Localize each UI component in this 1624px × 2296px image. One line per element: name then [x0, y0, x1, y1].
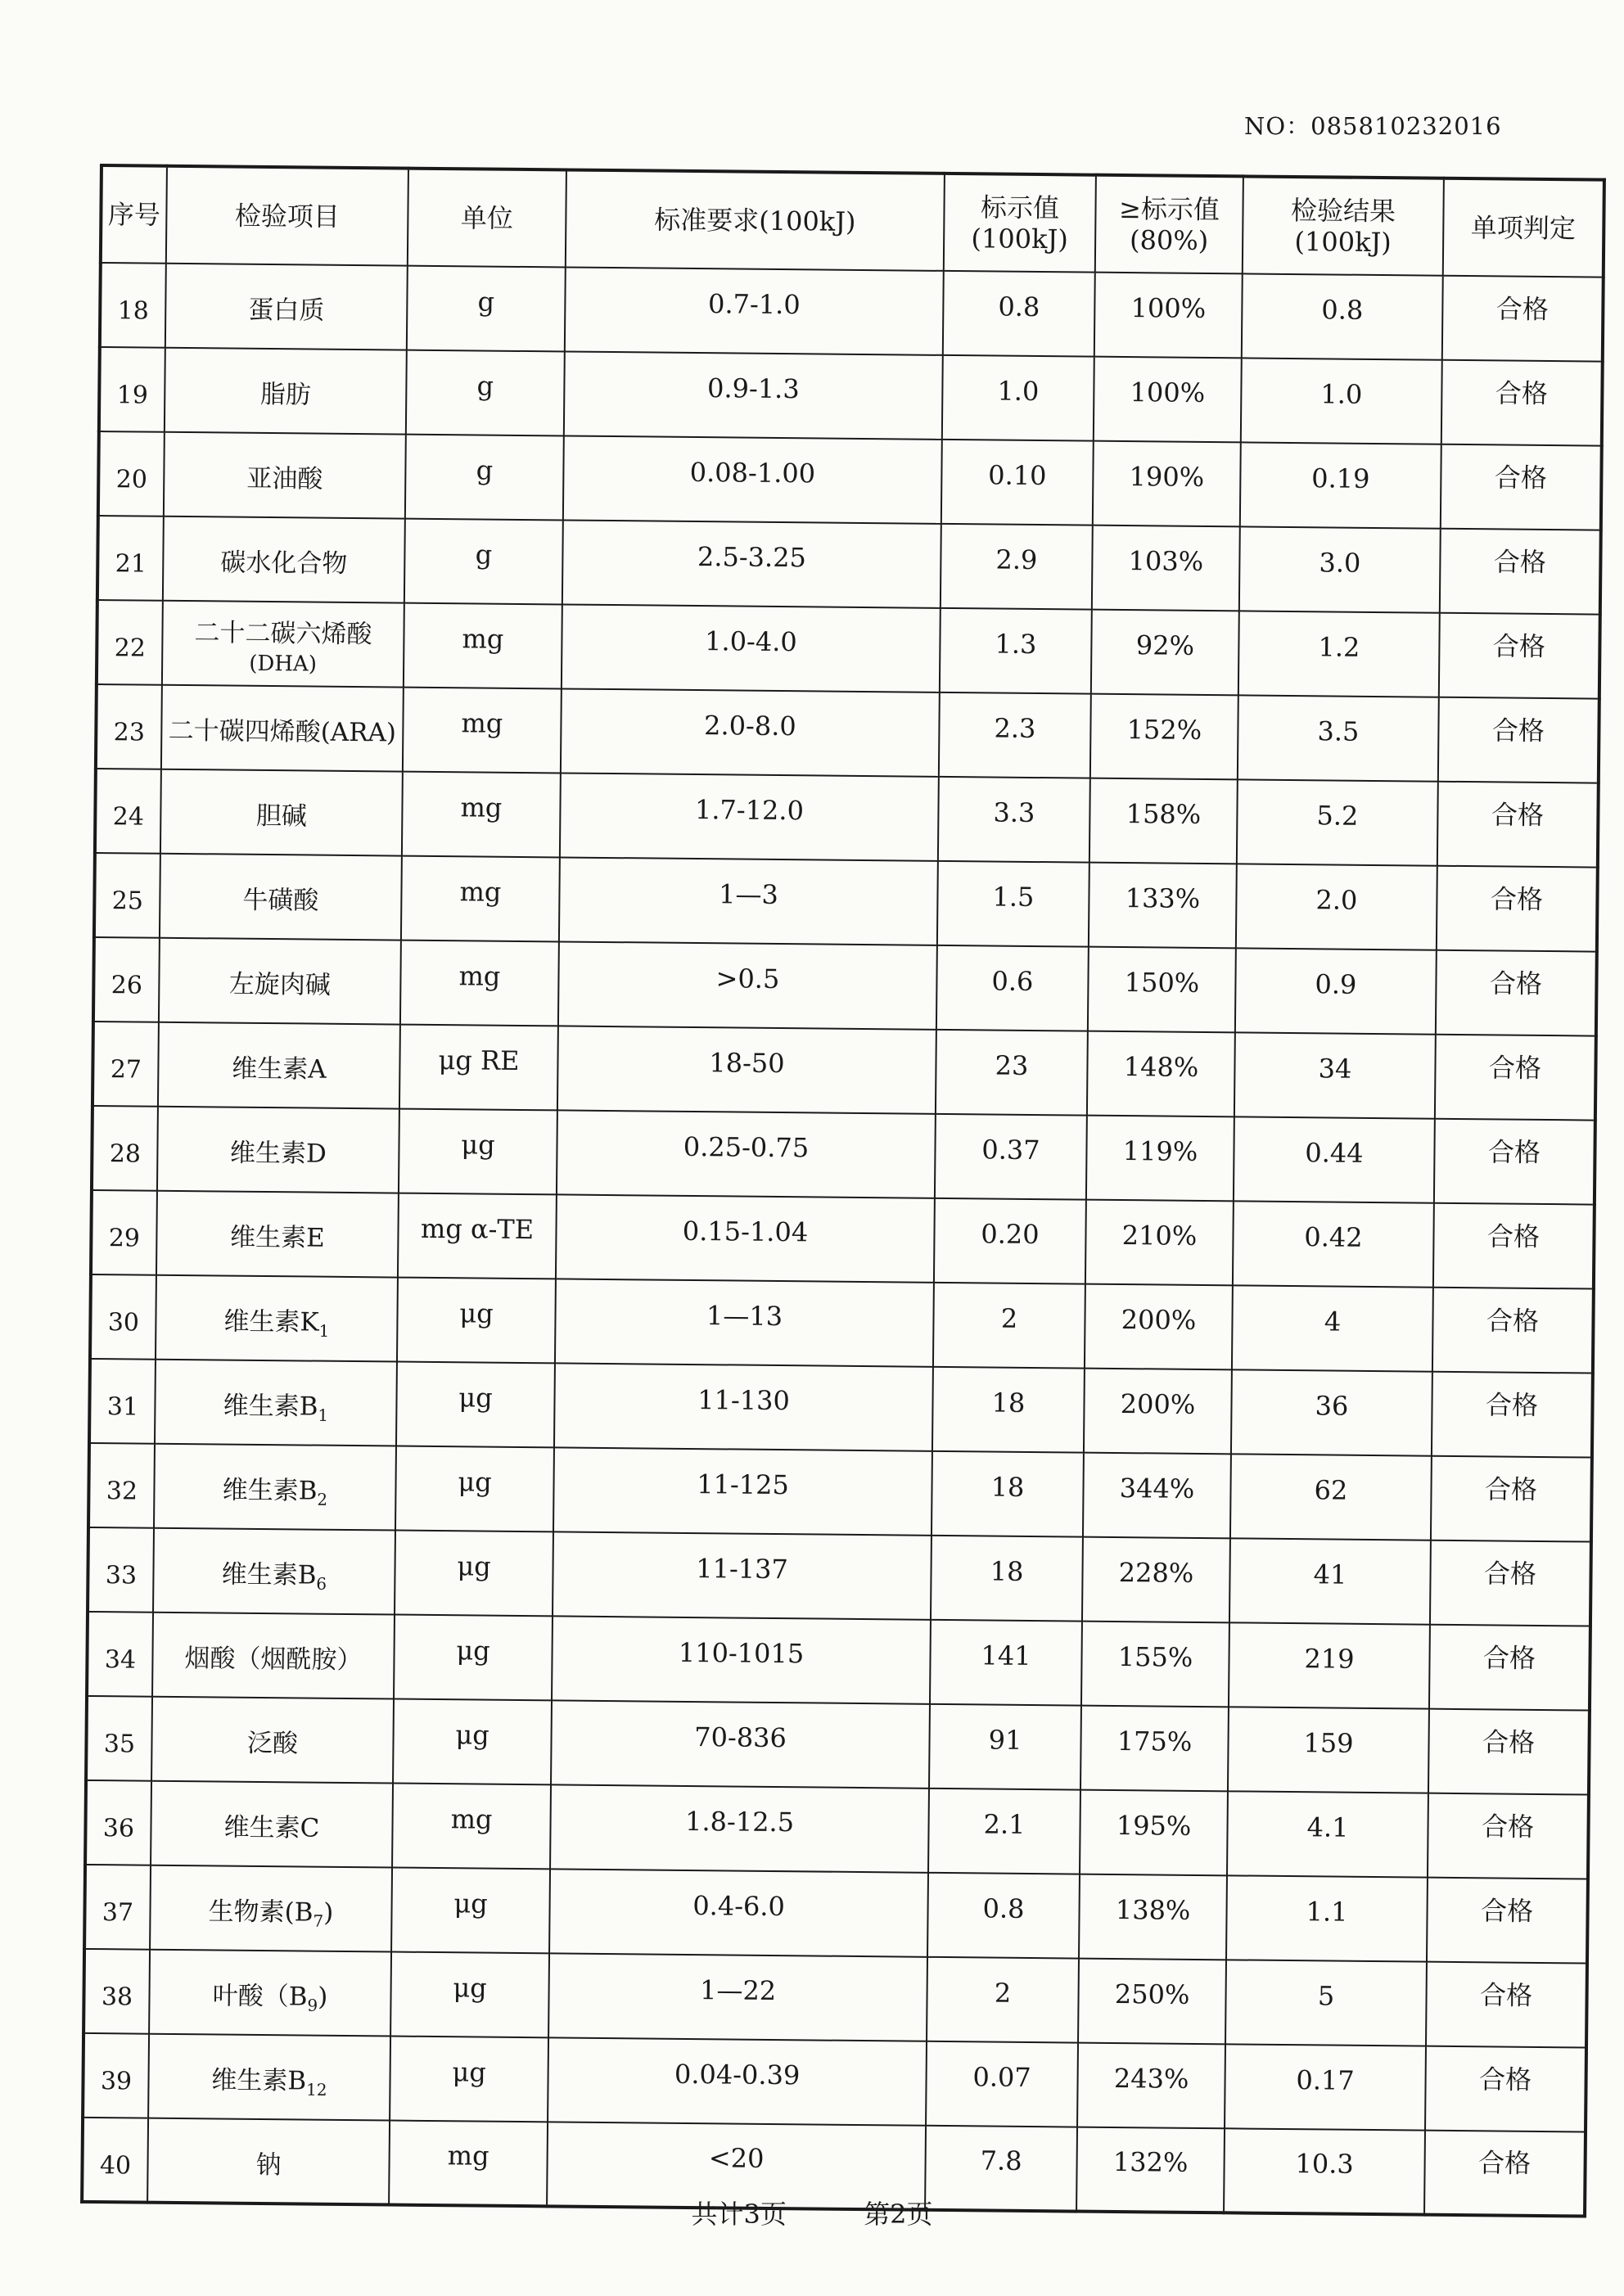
table-row — [95, 769, 1599, 868]
item-name: 维生素B — [222, 1475, 318, 1506]
cell-unit: g — [406, 350, 565, 436]
cell-labeled: 23 — [936, 1030, 1088, 1116]
cell-labeled: 18 — [931, 1536, 1083, 1622]
cell-result: 1.0 — [1241, 358, 1442, 444]
cell-verdict: 合格 — [1432, 1372, 1593, 1458]
cell-item — [161, 685, 404, 772]
cell-verdict: 合格 — [1428, 1793, 1589, 1879]
cell-item — [151, 1781, 393, 1868]
cell-labeled: 0.37 — [935, 1114, 1087, 1200]
cell-verdict: 合格 — [1436, 950, 1597, 1036]
cell-ratio: 148% — [1087, 1031, 1235, 1117]
header-verdict: 单项判定 — [1443, 178, 1604, 277]
table-row — [97, 516, 1601, 615]
table-row — [92, 1022, 1596, 1121]
item-name: 叶酸（B — [212, 1981, 308, 2012]
cell-seq: 34 — [87, 1612, 153, 1697]
cell-result: 0.19 — [1240, 442, 1441, 528]
cell-result: 3.0 — [1239, 526, 1441, 612]
cell-standard: 11-137 — [553, 1531, 932, 1619]
cell-item — [160, 854, 402, 941]
cell-unit: mg — [402, 772, 561, 858]
cell-ratio: 119% — [1086, 1116, 1234, 1202]
cell-labeled: 2.9 — [941, 524, 1093, 610]
cell-standard: 1—3 — [559, 857, 938, 945]
cell-ratio: 92% — [1091, 610, 1239, 696]
cell-verdict: 合格 — [1441, 444, 1602, 530]
cell-labeled: 1.5 — [937, 861, 1089, 947]
header-labeled — [944, 174, 1096, 273]
cell-standard: 0.4-6.0 — [549, 1869, 928, 1956]
cell-unit: μg — [390, 2037, 548, 2122]
cell-standard: 18-50 — [557, 1026, 936, 1113]
cell-standard: 2.5-3.25 — [562, 520, 941, 607]
cell-standard: 2.0-8.0 — [561, 688, 940, 776]
cell-verdict: 合格 — [1437, 866, 1598, 952]
cell-unit: mg — [389, 2121, 548, 2207]
cell-item — [165, 348, 407, 435]
cell-labeled: 0.6 — [936, 945, 1089, 1031]
cell-ratio: 344% — [1083, 1453, 1231, 1539]
cell-standard: 1.7-12.0 — [560, 773, 939, 860]
cell-labeled: 2.1 — [928, 1789, 1080, 1874]
cell-standard: 0.08-1.00 — [563, 435, 942, 523]
cell-verdict: 合格 — [1442, 276, 1604, 362]
cell-labeled: 0.10 — [941, 440, 1094, 526]
footer-total-pages: 共计3页 — [691, 2199, 787, 2230]
cell-result: 0.42 — [1233, 1201, 1434, 1287]
cell-ratio: 103% — [1092, 526, 1240, 611]
cell-ratio: 195% — [1080, 1790, 1228, 1876]
cell-result: 5 — [1225, 1960, 1427, 2046]
cell-seq: 21 — [97, 516, 164, 601]
cell-unit: μg — [396, 1362, 555, 1448]
cell-result: 3.5 — [1238, 695, 1439, 781]
inspection-table-wrapper — [80, 164, 1606, 2218]
cell-labeled: 2 — [933, 1283, 1085, 1369]
cell-ratio: 210% — [1085, 1200, 1234, 1286]
item-name: 维生素E — [229, 1222, 325, 1254]
cell-ratio: 150% — [1088, 947, 1236, 1033]
cell-item — [157, 1107, 399, 1193]
cell-seq: 38 — [83, 1949, 150, 2034]
cell-standard: 11-125 — [553, 1447, 932, 1535]
cell-unit: μg — [393, 1699, 552, 1785]
cell-standard: 70-836 — [551, 1700, 930, 1788]
item-name: 二十二碳六烯酸 — [194, 618, 372, 650]
cell-result: 62 — [1230, 1454, 1432, 1540]
header-item: 检验项目 — [166, 166, 408, 266]
item-name: 维生素B — [223, 1391, 318, 1422]
cell-verdict: 合格 — [1439, 613, 1600, 699]
item-name: 生物素(B — [208, 1897, 314, 1928]
header-unit: 单位 — [408, 169, 566, 268]
cell-labeled: 2.3 — [939, 692, 1091, 778]
cell-standard: 0.7-1.0 — [565, 267, 944, 354]
table-row — [90, 1274, 1594, 1374]
item-name: 牛磺酸 — [242, 886, 319, 916]
cell-result: 0.8 — [1242, 273, 1443, 359]
item-name: 碳水化合物 — [220, 548, 348, 580]
table-row — [85, 1780, 1589, 1879]
cell-unit: μg — [390, 1952, 549, 2038]
cell-result: 2.0 — [1236, 864, 1437, 950]
cell-labeled: 18 — [932, 1367, 1085, 1453]
item-name-line2: (DHA) — [249, 651, 318, 677]
cell-ratio: 152% — [1090, 694, 1238, 780]
table-row — [100, 263, 1604, 362]
cell-labeled: 1.0 — [942, 355, 1094, 441]
cell-seq: 29 — [91, 1190, 157, 1275]
table-row — [83, 1949, 1587, 2048]
cell-unit: g — [407, 266, 566, 352]
item-name-tail: ) — [323, 1898, 334, 1928]
cell-verdict: 合格 — [1433, 1203, 1595, 1289]
item-name: 胆碱 — [255, 801, 308, 832]
cell-item — [151, 1697, 394, 1784]
cell-verdict: 合格 — [1431, 1456, 1592, 1542]
cell-unit: μg — [397, 1278, 556, 1364]
cell-ratio: 155% — [1081, 1622, 1229, 1707]
header-ratio — [1095, 175, 1243, 274]
document-number: NO：085810232016 — [1244, 112, 1502, 140]
item-subscript: 6 — [316, 1574, 327, 1595]
item-name: 维生素A — [232, 1053, 327, 1085]
cell-unit: μg — [391, 1868, 550, 1954]
cell-verdict: 合格 — [1430, 1540, 1591, 1626]
cell-labeled: 3.3 — [938, 777, 1090, 863]
cell-result: 4 — [1232, 1285, 1433, 1371]
table-row — [91, 1190, 1595, 1289]
cell-labeled: 7.8 — [925, 2126, 1077, 2212]
item-subscript: 1 — [318, 1405, 329, 1426]
cell-verdict: 合格 — [1426, 1962, 1587, 2048]
cell-verdict: 合格 — [1435, 1035, 1596, 1121]
page-footer — [0, 2194, 1624, 2231]
cell-verdict: 合格 — [1437, 782, 1599, 868]
cell-labeled: 91 — [929, 1704, 1081, 1790]
cell-standard: 0.9-1.3 — [564, 351, 943, 439]
cell-seq: 26 — [93, 937, 160, 1022]
item-name-tail: ) — [318, 1982, 328, 2013]
cell-item — [153, 1528, 395, 1615]
cell-verdict: 合格 — [1427, 1878, 1588, 1964]
cell-standard: 0.25-0.75 — [557, 1110, 936, 1198]
cell-unit: mg — [400, 941, 559, 1026]
cell-standard: 110-1015 — [552, 1616, 931, 1703]
item-name: 维生素C — [223, 1812, 320, 1844]
cell-verdict: 合格 — [1428, 1709, 1590, 1795]
item-name: 钠 — [255, 2149, 282, 2181]
cell-seq: 37 — [84, 1865, 151, 1950]
cell-verdict: 合格 — [1440, 529, 1601, 615]
table-row — [84, 1865, 1588, 1964]
table-row — [94, 853, 1598, 952]
cell-result: 41 — [1229, 1538, 1431, 1624]
cell-ratio: 138% — [1079, 1874, 1227, 1960]
cell-unit: g — [405, 435, 564, 521]
cell-ratio: 200% — [1084, 1369, 1232, 1455]
item-subscript: 7 — [313, 1911, 324, 1932]
item-name: 二十碳四烯酸(ARA) — [168, 716, 397, 748]
table-row — [99, 347, 1603, 446]
cell-standard: 11-130 — [554, 1363, 933, 1450]
cell-item — [165, 264, 408, 350]
item-name: 亚油酸 — [246, 464, 323, 494]
cell-unit: μg — [399, 1109, 557, 1195]
cell-ratio: 100% — [1094, 357, 1242, 443]
table-row — [88, 1443, 1592, 1542]
cell-seq: 24 — [95, 769, 161, 854]
cell-result: 219 — [1229, 1622, 1430, 1708]
cell-standard: 0.04-0.39 — [548, 2037, 927, 2125]
cell-unit: mg α-TE — [398, 1193, 557, 1279]
cell-seq: 25 — [94, 853, 160, 938]
cell-standard: 1.0-4.0 — [562, 604, 941, 692]
header-result-line1: 检验结果 — [1290, 194, 1396, 227]
item-name: 维生素B — [211, 2065, 307, 2096]
cell-labeled: 0.8 — [943, 271, 1095, 357]
cell-unit: mg — [401, 856, 560, 942]
cell-result: 10.3 — [1224, 2128, 1425, 2214]
cell-verdict: 合格 — [1441, 360, 1603, 446]
cell-seq: 40 — [82, 2118, 148, 2203]
table-header-row — [101, 165, 1604, 277]
cell-item — [156, 1275, 398, 1362]
cell-result: 0.9 — [1235, 948, 1437, 1034]
cell-labeled: 0.07 — [926, 2041, 1078, 2127]
cell-ratio: 100% — [1094, 273, 1243, 359]
cell-standard: 1—13 — [555, 1279, 934, 1366]
header-labeled-line2: (100kJ) — [971, 223, 1068, 255]
cell-seq: 31 — [89, 1359, 156, 1444]
item-name: 维生素K — [223, 1306, 319, 1337]
cell-verdict: 合格 — [1438, 697, 1599, 783]
cell-item — [148, 2034, 390, 2121]
cell-item — [160, 769, 403, 856]
cell-unit: mg — [404, 603, 562, 689]
header-result — [1243, 176, 1444, 275]
cell-ratio: 132% — [1076, 2127, 1225, 2213]
cell-seq: 23 — [96, 684, 162, 769]
cell-unit: μg — [395, 1446, 554, 1532]
cell-verdict: 合格 — [1429, 1625, 1590, 1711]
cell-ratio: 250% — [1078, 1959, 1226, 2045]
cell-labeled: 1.3 — [940, 608, 1092, 694]
table-body — [82, 263, 1604, 2217]
item-subscript: 2 — [317, 1490, 328, 1510]
cell-seq: 33 — [88, 1527, 154, 1613]
cell-result: 1.2 — [1238, 611, 1440, 697]
item-name: 脂肪 — [259, 380, 311, 410]
cell-item — [163, 516, 405, 603]
table-row — [98, 431, 1602, 530]
item-name: 左旋肉碱 — [228, 969, 332, 1001]
inspection-table — [80, 164, 1606, 2218]
item-name: 烟酸（烟酰胺） — [184, 1644, 363, 1676]
cell-standard: 1—22 — [548, 1953, 927, 2041]
cell-seq: 30 — [90, 1274, 156, 1360]
cell-ratio: 133% — [1089, 863, 1237, 949]
cell-labeled: 141 — [930, 1620, 1082, 1706]
item-name: 泛酸 — [246, 1729, 299, 1759]
cell-result: 0.44 — [1234, 1116, 1435, 1202]
cell-item — [149, 1950, 391, 2037]
item-name: 维生素D — [229, 1138, 327, 1170]
cell-item — [156, 1191, 399, 1278]
cell-seq: 39 — [83, 2033, 149, 2118]
item-name: 蛋白质 — [248, 295, 325, 326]
cell-item — [162, 601, 404, 688]
cell-standard: >0.5 — [558, 941, 937, 1029]
item-subscript: 12 — [305, 2080, 327, 2100]
table-row — [86, 1696, 1590, 1795]
cell-item — [150, 1865, 392, 1952]
cell-result: 159 — [1228, 1707, 1429, 1793]
table-row — [92, 1106, 1595, 1205]
cell-ratio: 243% — [1077, 2043, 1225, 2129]
cell-seq: 18 — [100, 263, 166, 348]
cell-seq: 22 — [97, 600, 163, 685]
footer-current-page: 第2页 — [864, 2199, 933, 2230]
cell-ratio: 190% — [1093, 441, 1241, 527]
item-subscript: 1 — [318, 1321, 330, 1342]
table-row — [93, 937, 1597, 1036]
cell-seq: 27 — [92, 1022, 159, 1107]
header-seq: 序号 — [101, 165, 167, 264]
cell-item — [158, 1022, 400, 1109]
cell-verdict: 合格 — [1432, 1288, 1594, 1374]
cell-unit: mg — [403, 688, 562, 774]
cell-verdict: 合格 — [1424, 2131, 1586, 2217]
cell-item — [159, 938, 401, 1025]
cell-result: 0.17 — [1225, 2044, 1426, 2130]
cell-seq: 36 — [85, 1780, 151, 1865]
cell-result: 1.1 — [1226, 1875, 1428, 1961]
item-subscript: 9 — [307, 1996, 318, 2016]
cell-item — [154, 1444, 396, 1531]
table-row — [89, 1359, 1593, 1458]
cell-labeled: 2 — [927, 1957, 1079, 2043]
cell-unit: g — [404, 519, 563, 605]
cell-result: 34 — [1234, 1032, 1436, 1118]
table-row — [83, 2033, 1586, 2132]
cell-seq: 32 — [88, 1443, 155, 1528]
cell-seq: 35 — [86, 1696, 152, 1781]
cell-result: 4.1 — [1227, 1791, 1428, 1877]
cell-verdict: 合格 — [1434, 1119, 1595, 1205]
cell-unit: mg — [392, 1784, 551, 1870]
cell-labeled: 0.20 — [934, 1198, 1086, 1284]
table-row — [96, 684, 1599, 783]
cell-seq: 28 — [92, 1106, 158, 1191]
table-row — [97, 600, 1600, 699]
cell-unit: μg — [395, 1531, 553, 1617]
cell-standard: <20 — [547, 2122, 926, 2209]
cell-seq: 20 — [98, 431, 165, 516]
cell-item — [152, 1613, 395, 1699]
table-row — [88, 1527, 1591, 1626]
cell-unit: μg — [394, 1615, 553, 1701]
cell-unit: μg RE — [399, 1025, 558, 1111]
cell-labeled: 18 — [932, 1451, 1084, 1537]
cell-seq: 19 — [99, 347, 165, 432]
cell-ratio: 158% — [1089, 778, 1238, 864]
header-labeled-line1: 标示值 — [980, 191, 1060, 223]
cell-ratio: 175% — [1080, 1706, 1229, 1792]
cell-labeled: 0.8 — [927, 1873, 1080, 1959]
header-ratio-line1: ≥标示值 — [1118, 192, 1220, 225]
cell-item — [147, 2118, 390, 2205]
item-name: 维生素B — [221, 1559, 317, 1590]
cell-item — [164, 432, 406, 519]
cell-result: 5.2 — [1237, 779, 1438, 865]
cell-verdict: 合格 — [1425, 2046, 1586, 2132]
header-standard: 标准要求(100kJ) — [566, 169, 945, 270]
cell-ratio: 200% — [1085, 1284, 1233, 1370]
header-result-line2: (100kJ) — [1294, 226, 1392, 259]
cell-item — [155, 1360, 397, 1446]
cell-result: 36 — [1231, 1369, 1432, 1455]
cell-ratio: 228% — [1082, 1537, 1230, 1623]
cell-standard: 0.15-1.04 — [556, 1194, 935, 1282]
table-row — [87, 1612, 1590, 1711]
header-ratio-line2: (80%) — [1129, 224, 1209, 257]
cell-standard: 1.8-12.5 — [550, 1784, 929, 1872]
